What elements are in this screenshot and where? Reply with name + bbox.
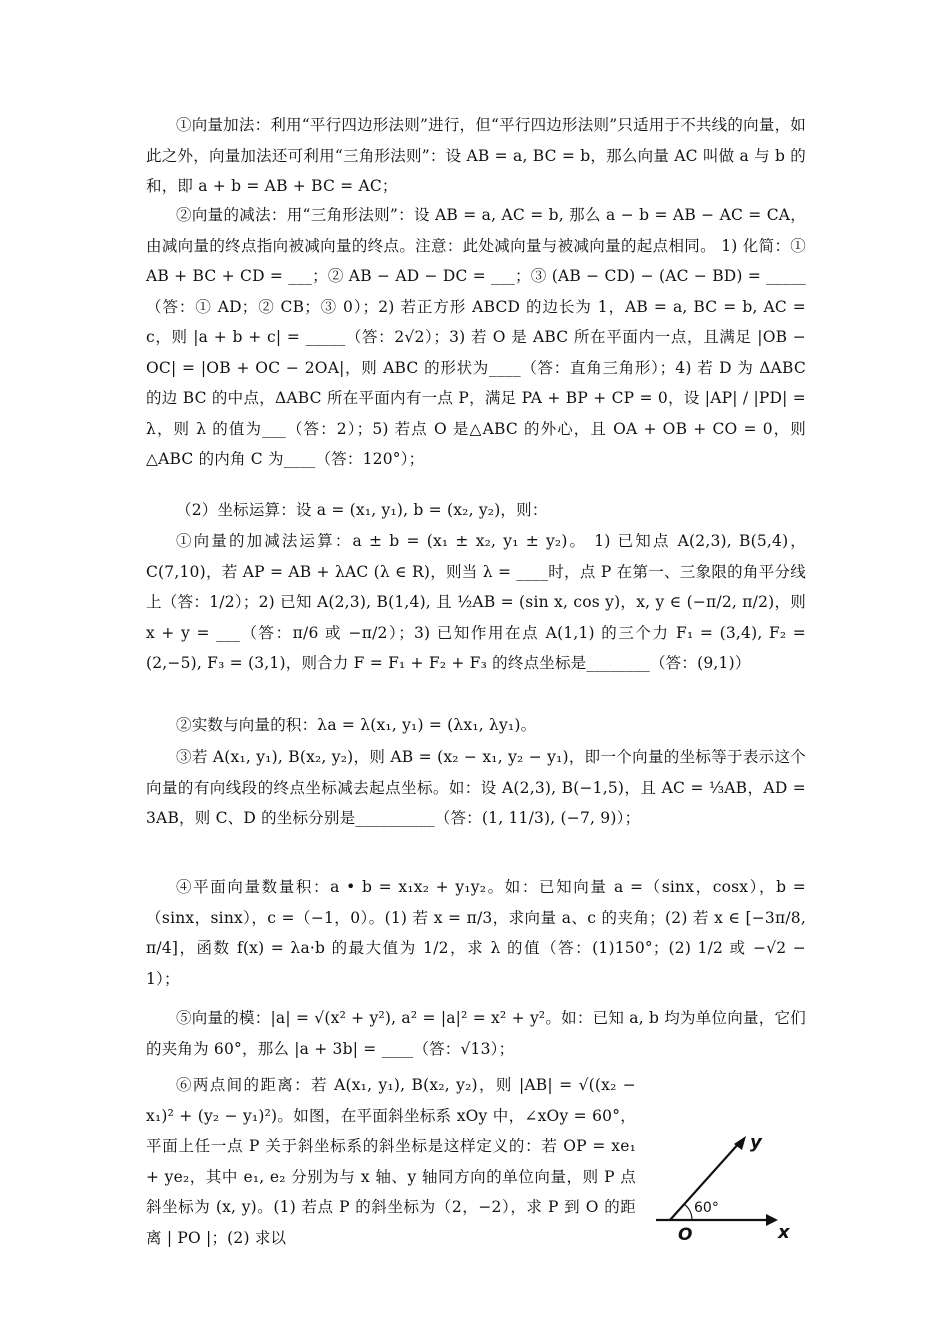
paragraph-distance-between-points: ⑥两点间的距离：若 A(x₁, y₁), B(x₂, y₂)，则 |AB| = √((x₂ − x₁)² + (y₂ − y₁)²)。如图，在平面斜坐标系 xOy 中，∠xOy = 60°，平面上任一点 P 关于斜坐标系的斜坐标是这样定义的：若 OP = xe₁ + ye₂，其中 e₁, e₂ 分别为与 x 轴、y 轴同方向的单位向量，则 P 点斜坐标为 (x, y)。(1) 若点 P 的斜坐标为（2，−2），求 P 到 O 的距离 | PO |；(2) 求以 <box>146 1076 636 1247</box>
origin-label: O <box>678 1225 693 1245</box>
angle-label: 60° <box>694 1200 719 1216</box>
paragraph-vector-subtraction: ②向量的减法：用“三角形法则”：设 AB = a, AC = b, 那么 a − b = AB − AC = CA，由减向量的终点指向被减向量的终点。注意：此处减向量与被减向量的起点相同。 1) 化简：① AB + BC + CD = ___；② AB − AD − DC = ___；③ (AB − CD) − (AC − BD) = _____（答：① AD；② CB；③ 0）；2) 若正方形 ABCD 的边长为 1，AB = a, BC = b, AC = c，则 |a + b + c| = _____（答：2√2）；3) 若 O 是 ABC 所在平面内一点，且满足 |OB − OC| = |OB + OC − 2OA|，则 ABC 的形状为____（答：直角三角形）；4) 若 D 为 ΔABC 的边 BC 的中点，ΔABC 所在平面内有一点 P，满足 PA + BP + CP = 0，设 |AP| / |PD| = λ，则 λ 的值为___（答：2）；5) 若点 O 是△ABC 的外心，且 OA + OB + CO = 0，则△ABC 的内角 C 为____（答：120°）； <box>146 206 806 468</box>
y-axis-label: y <box>750 1132 762 1153</box>
paragraph-vector-magnitude: ⑤向量的模：|a| = √(x² + y²), a² = |a|² = x² + y²。如：已知 a, b 均为单位向量，它们的夹角为 60°，那么 |a + 3b| = ____（答：√13）； <box>146 1009 806 1058</box>
paragraph-scalar-multiplication: ②实数与向量的积：λa = λ(x₁, y₁) = (λx₁, λy₁)。 <box>176 716 537 734</box>
paragraph-coordinate-operations: （2）坐标运算：设 a = (x₁, y₁), b = (x₂, y₂)，则： <box>176 501 548 519</box>
x-axis-arrowhead <box>766 1214 778 1226</box>
oblique-coordinate-figure <box>652 1128 802 1246</box>
paragraph-add-subtract-coordinates: ①向量的加减法运算：a ± b = (x₁ ± x₂, y₁ ± y₂)。 1) 已知点 A(2,3), B(5,4)，C(7,10)，若 AP = AB + λAC (λ ∈ R)，则当 λ = ____时，点 P 在第一、三象限的角平分线上（答：1/2）；2) 已知 A(2,3), B(1,4), 且 ½AB = (sin x, cos y)，x, y ∈ (−π/2, π/2)，则 x + y = ___（答：π/6 或 −π/2）；3) 已知作用在点 A(1,1) 的三个力 F₁ = (3,4), F₂ = (2,−5), F₃ = (3,1)，则合力 F = F₁ + F₂ + F₃ 的终点坐标是________（答：(9,1)） <box>146 532 806 672</box>
paragraph-vector-from-points: ③若 A(x₁, y₁), B(x₂, y₂)，则 AB = (x₂ − x₁, y₂ − y₁)，即一个向量的坐标等于表示这个向量的有向线段的终点坐标减去起点坐标。如：设 A(2,3), B(−1,5)，且 AC = ⅓AB，AD = 3AB，则 C、D 的坐标分别是__________（答：(1, 11/3), (−7, 9)）； <box>146 748 806 827</box>
angle-arc <box>684 1204 692 1220</box>
x-axis-label: x <box>778 1222 790 1243</box>
paragraph-vector-addition: ①向量加法：利用“平行四边形法则”进行，但“平行四边形法则”只适用于不共线的向量，如此之外，向量加法还可利用“三角形法则”：设 AB = a, BC = b，那么向量 AC 叫做 a 与 b 的和，即 a + b = AB + BC = AC； <box>146 116 806 195</box>
paragraph-dot-product: ④平面向量数量积：a • b = x₁x₂ + y₁y₂。如：已知向量 a =（sinx，cosx），b =（sinx，sinx），c =（−1，0）。(1) 若 x = π/3，求向量 a、c 的夹角；(2) 若 x ∈ [−3π/8, π/4]，函数 f(x) = λa·b 的最大值为 1/2，求 λ 的值（答：(1)150°；(2) 1/2 或 −√2 − 1）； <box>146 878 806 988</box>
